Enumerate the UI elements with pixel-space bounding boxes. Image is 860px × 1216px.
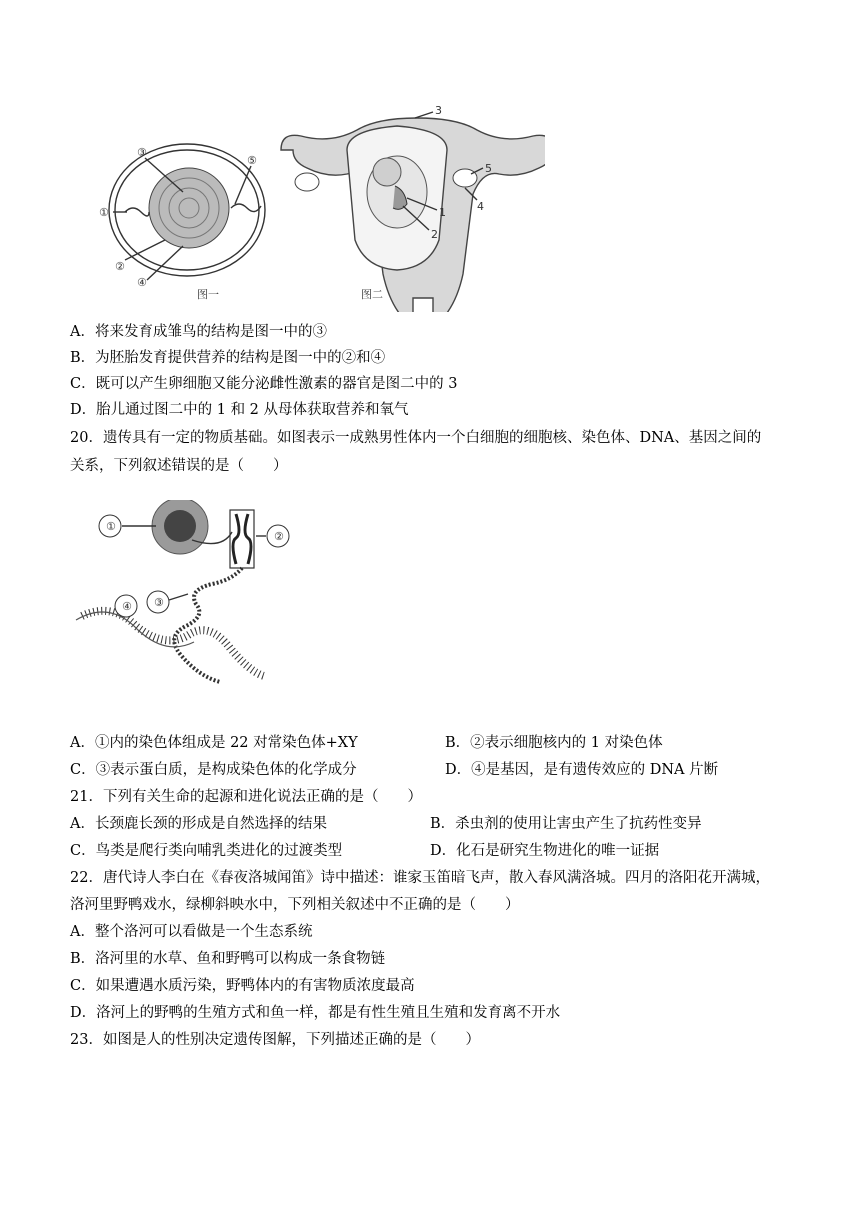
uterus-label-4: 4: [477, 200, 484, 213]
q19-option-a: A．将来发育成雏鸟的结构是图一中的③: [70, 324, 327, 340]
q21-stem: 21．下列有关生命的起源和进化说法正确的是（ ）: [70, 789, 422, 805]
q21-option-d: D．化石是研究生物进化的唯一证据: [430, 843, 660, 859]
egg-label-4: ④: [137, 276, 147, 289]
chromosome-label-4: ④: [122, 600, 132, 613]
chromosome-label-1: ①: [106, 520, 116, 533]
fig2-caption: 图二: [361, 288, 383, 301]
uterus-label-5: 5: [485, 162, 492, 175]
egg-label-2: ②: [115, 260, 125, 273]
q20-stem-line2: 关系，下列叙述错误的是（ ）: [70, 458, 288, 474]
q22-stem-line2: 洛河里野鸭戏水，绿柳斜映水中，下列相关叙述中不正确的是（ ）: [70, 897, 520, 913]
egg-label-3: ③: [137, 146, 147, 159]
fig1-caption: 图一: [197, 288, 219, 301]
uterus-label-3: 3: [435, 104, 442, 117]
q22-stem-line1: 22．唐代诗人李白在《春夜洛城闻笛》诗中描述：谁家玉笛暗飞声，散入春风满洛城。四月的洛阳花开满城，: [70, 870, 770, 886]
uterus-label-2: 2: [431, 228, 438, 241]
egg-label-5: ⑤: [247, 154, 257, 167]
q23-stem: 23．如图是人的性别决定遗传图解，下列描述正确的是（ ）: [70, 1032, 480, 1048]
q22-option-b: B．洛河里的水草、鱼和野鸭可以构成一条食物链: [70, 951, 386, 967]
q19-option-b: B．为胚胎发育提供营养的结构是图一中的②和④: [70, 350, 386, 366]
egg-uterus-figure: [85, 100, 545, 312]
chromosome-dna-figure: [70, 500, 300, 700]
q20-option-d: D．④是基因，是有遗传效应的 DNA 片断: [445, 762, 719, 778]
egg-diagram: [99, 144, 265, 301]
q22-option-a: A．整个洛河可以看做是一个生态系统: [70, 924, 313, 940]
q20-option-b: B．②表示细胞核内的 1 对染色体: [445, 735, 663, 751]
chromosome-label-2: ②: [274, 530, 284, 543]
q20-option-c: C．③表示蛋白质，是构成染色体的化学成分: [70, 762, 357, 778]
egg-label-1: ①: [99, 206, 109, 219]
uterus-diagram: [281, 104, 545, 312]
q21-option-c: C．鸟类是爬行类向哺乳类进化的过渡类型: [70, 843, 343, 859]
q21-option-a: A．长颈鹿长颈的形成是自然选择的结果: [70, 816, 327, 832]
q20-stem-line1: 20．遗传具有一定的物质基础。如图表示一成熟男性体内一个白细胞的细胞核、染色体、DNA、基因之间的: [70, 430, 762, 446]
q22-option-c: C．如果遭遇水质污染，野鸭体内的有害物质浓度最高: [70, 978, 415, 994]
q21-option-b: B．杀虫剂的使用让害虫产生了抗药性变异: [430, 816, 702, 832]
q20-option-a: A．①内的染色体组成是 22 对常染色体+XY: [70, 735, 358, 751]
q19-option-d: D．胎儿通过图二中的 1 和 2 从母体获取营养和氧气: [70, 402, 409, 418]
uterus-label-1: 1: [439, 206, 446, 219]
chromosome-label-3: ③: [154, 596, 164, 609]
q19-option-c: C．既可以产生卵细胞又能分泌雌性激素的器官是图二中的 3: [70, 376, 458, 392]
q22-option-d: D．洛河上的野鸭的生殖方式和鱼一样，都是有性生殖且生殖和发育离不开水: [70, 1005, 561, 1021]
